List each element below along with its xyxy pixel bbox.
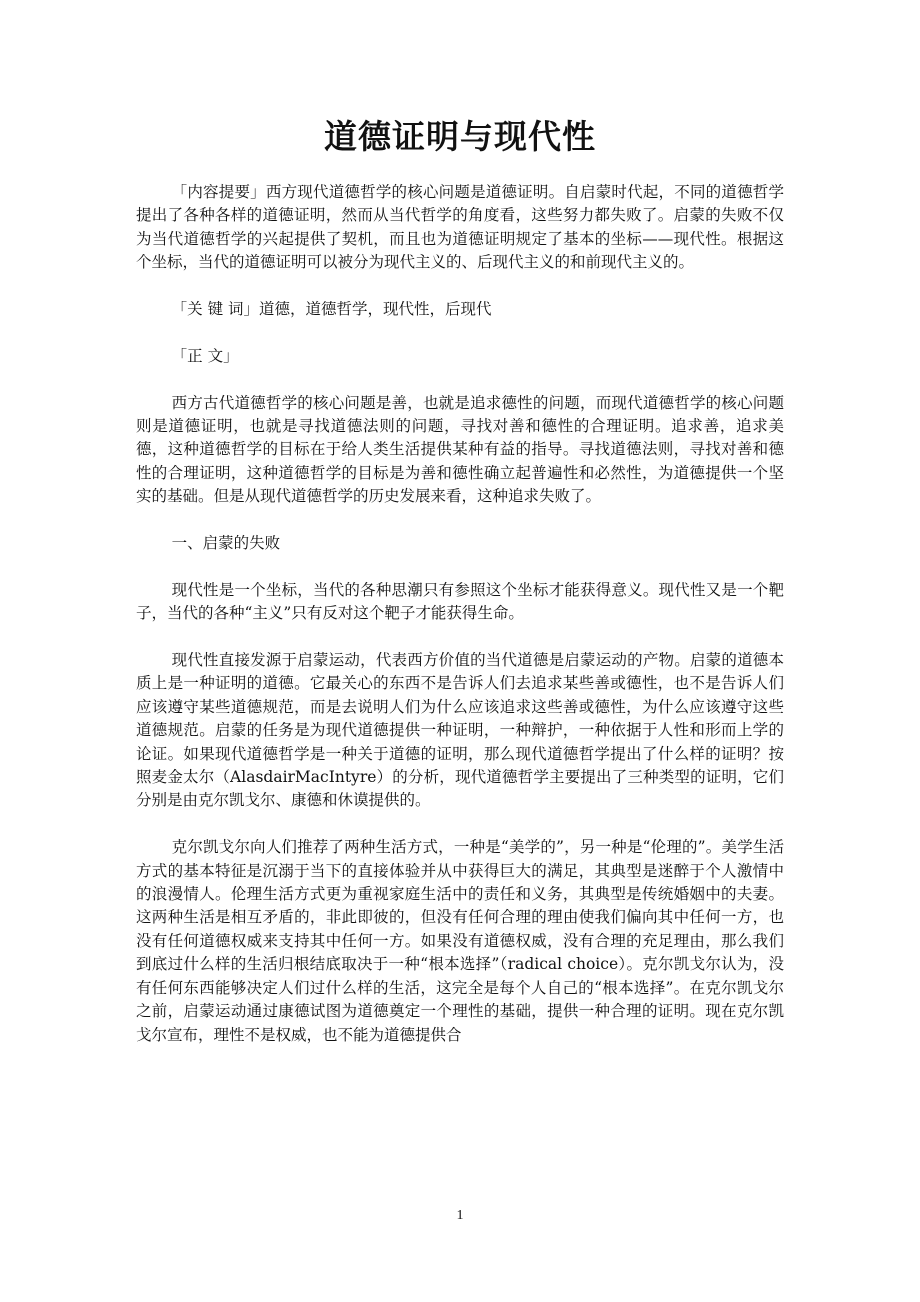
main-text-label: 「正 文」 [171, 346, 239, 365]
page-number: 1 [456, 1208, 464, 1223]
section-heading: 一、启蒙的失败 [171, 534, 281, 553]
keywords-paragraph: 「关 键 词」道德，道德哲学，现代性，后现代 [171, 300, 492, 319]
body-paragraph: 克尔凯戈尔向人们推荐了两种生活方式，一种是“美学的”，另一种是“伦理的”。美学生活方式的基本特征是沉溺于当下的直接体验并从中获得巨大的满足，其典型是迷醉于个人激情中的浪漫情人。伦理生活方式更为重视家庭生活中的责任和义务，其典型是传统婚姻中的夫妻。这两种生活是相互矛盾的，非此即彼的，但没有任何合理的理由使我们偏向其中任何一方，也没有任何道德权威来支持其中任何一方。如果没有道德权威，没有合理的充足理由，那么我们到底过什么样的生活归根结底取决于一种“根本选择”（radical choice）。克尔凯戈尔认为，没有任何东西能够决定人们过什么样的生活，这完全是每个人自己的“根本选择”。在克尔凯戈尔之前，启蒙运动通过康德试图为道德奠定一个理性的基础，提供一种合理的证明。现在克尔凯戈尔宣布，理性不是权威，也不能为道德提供合 [136, 838, 784, 1044]
document-body [136, 181, 784, 1070]
body-paragraph: 西方古代道德哲学的核心问题是善，也就是追求德性的问题，而现代道德哲学的核心问题则是道德证明，也就是寻找道德法则的问题，寻找对善和德性的合理证明。追求善，追求美德，这种道德哲学的目标在于给人类生活提供某种有益的指导。寻找道德法则，寻找对善和德性的合理证明，这种道德哲学的目标是为善和德性确立起普遍性和必然性，为道德提供一个坚实的基础。但是从现代道德哲学的历史发展来看，这种追求失败了。 [136, 393, 784, 506]
body-paragraph: 现代性是一个坐标，当代的各种思潮只有参照这个坐标才能获得意义。现代性又是一个靶子，当代的各种“主义”只有反对这个靶子才能获得生命。 [136, 580, 784, 623]
body-paragraph: 现代性直接发源于启蒙运动，代表西方价值的当代道德是启蒙运动的产物。启蒙的道德本质上是一种证明的道德。它最关心的东西不是告诉人们去追求某些善或德性，也不是告诉人们应该遵守某些道德规范，而是去说明人们为什么应该追求这些善或德性，为什么应该遵守这些道德规范。启蒙的任务是为现代道德提供一种证明，一种辩护，一种依据于人性和形而上学的论证。如果现代道德哲学是一种关于道德的证明，那么现代道德哲学提出了什么样的证明？按照麦金太尔（AlasdairMacIntyre）的分析，现代道德哲学主要提出了三种类型的证明，它们分别是由克尔凯戈尔、康德和休谟提供的。 [136, 651, 784, 810]
page-title: 道德证明与现代性 [324, 117, 596, 156]
abstract-paragraph: 「内容提要」西方现代道德哲学的核心问题是道德证明。自启蒙时代起，不同的道德哲学提出了各种各样的道德证明，然而从当代哲学的角度看，这些努力都失败了。启蒙的失败不仅为当代道德哲学的兴起提供了契机，而且也为道德证明规定了基本的坐标——现代性。根据这个坐标，当代的道德证明可以被分为现代主义的、后现代主义的和前现代主义的。 [136, 183, 784, 272]
